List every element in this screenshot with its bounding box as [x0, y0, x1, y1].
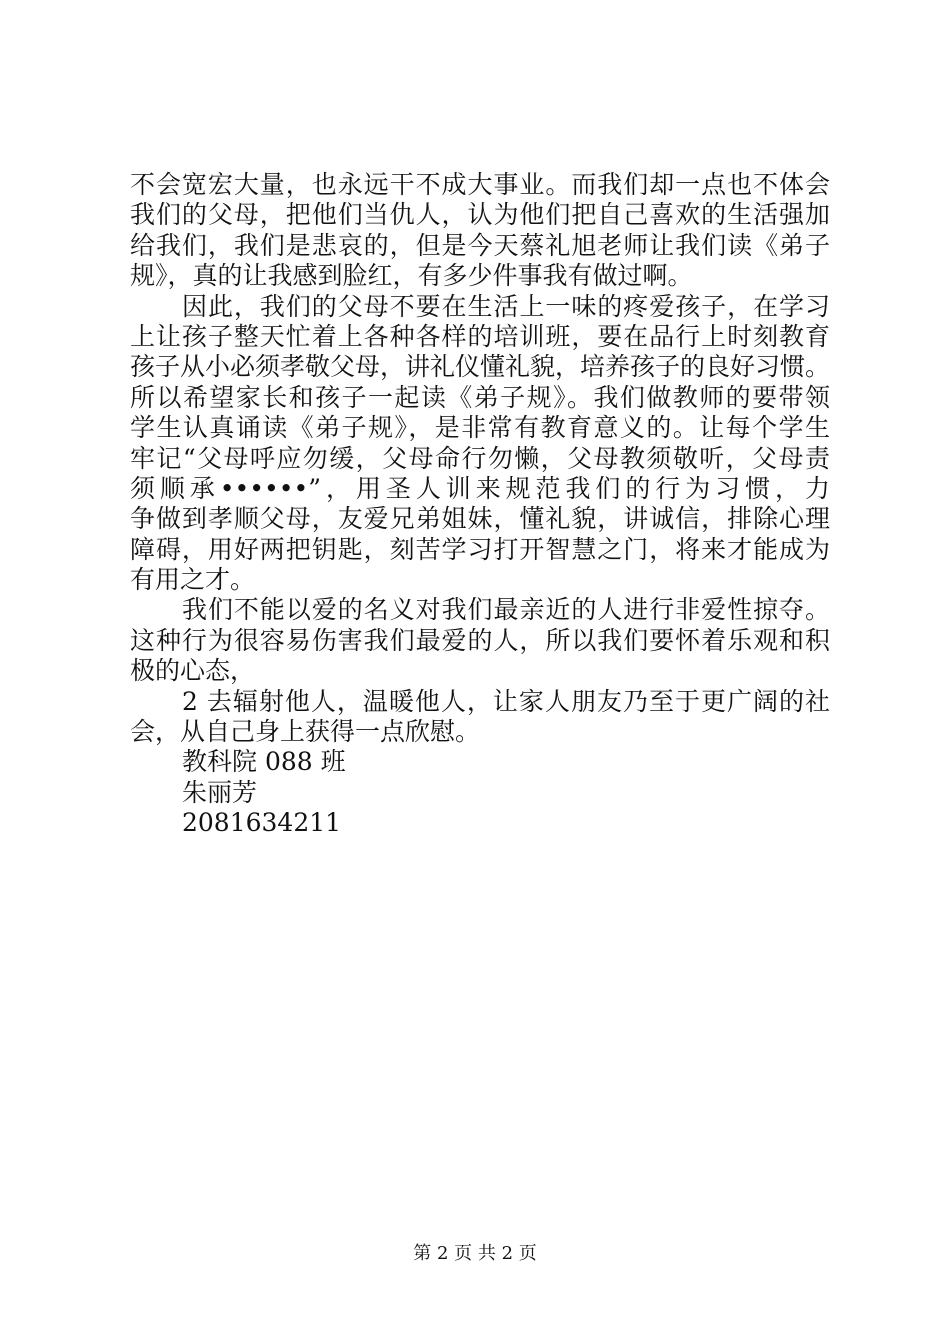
text-line: 我们不能以爱的名义对我们最亲近的人进行非爱性掠夺。 — [182, 595, 830, 625]
signature-student-id: 2081634211 — [182, 808, 342, 838]
text-line: 牢记“父母呼应勿缓，父母命行勿懒，父母教须敬听，父母责 — [130, 443, 830, 473]
text-line: 我们的父母，把他们当仇人，认为他们把自己喜欢的生活强加 — [130, 200, 830, 230]
text-line: 须顺承••••••”，用圣人训来规范我们的行为习惯，力 — [130, 473, 830, 503]
text-line: 这种行为很容易伤害我们最爱的人，所以我们要怀着乐观和积 — [130, 625, 830, 655]
text-line: 2 去辐射他人，温暖他人，让家人朋友乃至于更广阔的社 — [182, 686, 830, 716]
text-line: 给我们，我们是悲哀的，但是今天蔡礼旭老师让我们读《弟子 — [130, 230, 830, 260]
text-line: 孩子从小必须孝敬父母，讲礼仪懂礼貌，培养孩子的良好习惯。 — [130, 352, 831, 382]
text-line: 上让孩子整天忙着上各种各样的培训班，要在品行上时刻教育 — [130, 321, 830, 351]
text-line: 会，从自己身上获得一点欣慰。 — [130, 717, 481, 747]
page-footer: 第 2 页 共 2 页 — [413, 1243, 537, 1264]
text-line: 极的心态， — [130, 656, 256, 686]
text-line: 争做到孝顺父母，友爱兄弟姐妹，懂礼貌，讲诚信，排除心理 — [130, 504, 830, 534]
text-line: 不会宽宏大量，也永远干不成大事业。而我们却一点也不体会 — [130, 170, 830, 199]
text-line: 规》，真的让我感到脸红，有多少件事我有做过啊。 — [130, 261, 693, 291]
document-body — [130, 170, 830, 839]
signature-department: 教科院 088 班 — [182, 747, 346, 777]
text-line: 因此，我们的父母不要在生活上一味的疼爱孩子，在学习 — [182, 291, 830, 321]
signature-name: 朱丽芳 — [182, 777, 258, 807]
text-line: 障碍，用好两把钥匙，刻苦学习打开智慧之门，将来才能成为 — [130, 534, 830, 564]
text-line: 所以希望家长和孩子一起读《弟子规》。我们做教师的要带领 — [130, 382, 830, 412]
text-line: 有用之才。 — [130, 565, 256, 595]
text-line: 学生认真诵读《弟子规》，是非常有教育意义的。让每个学生 — [130, 413, 830, 443]
